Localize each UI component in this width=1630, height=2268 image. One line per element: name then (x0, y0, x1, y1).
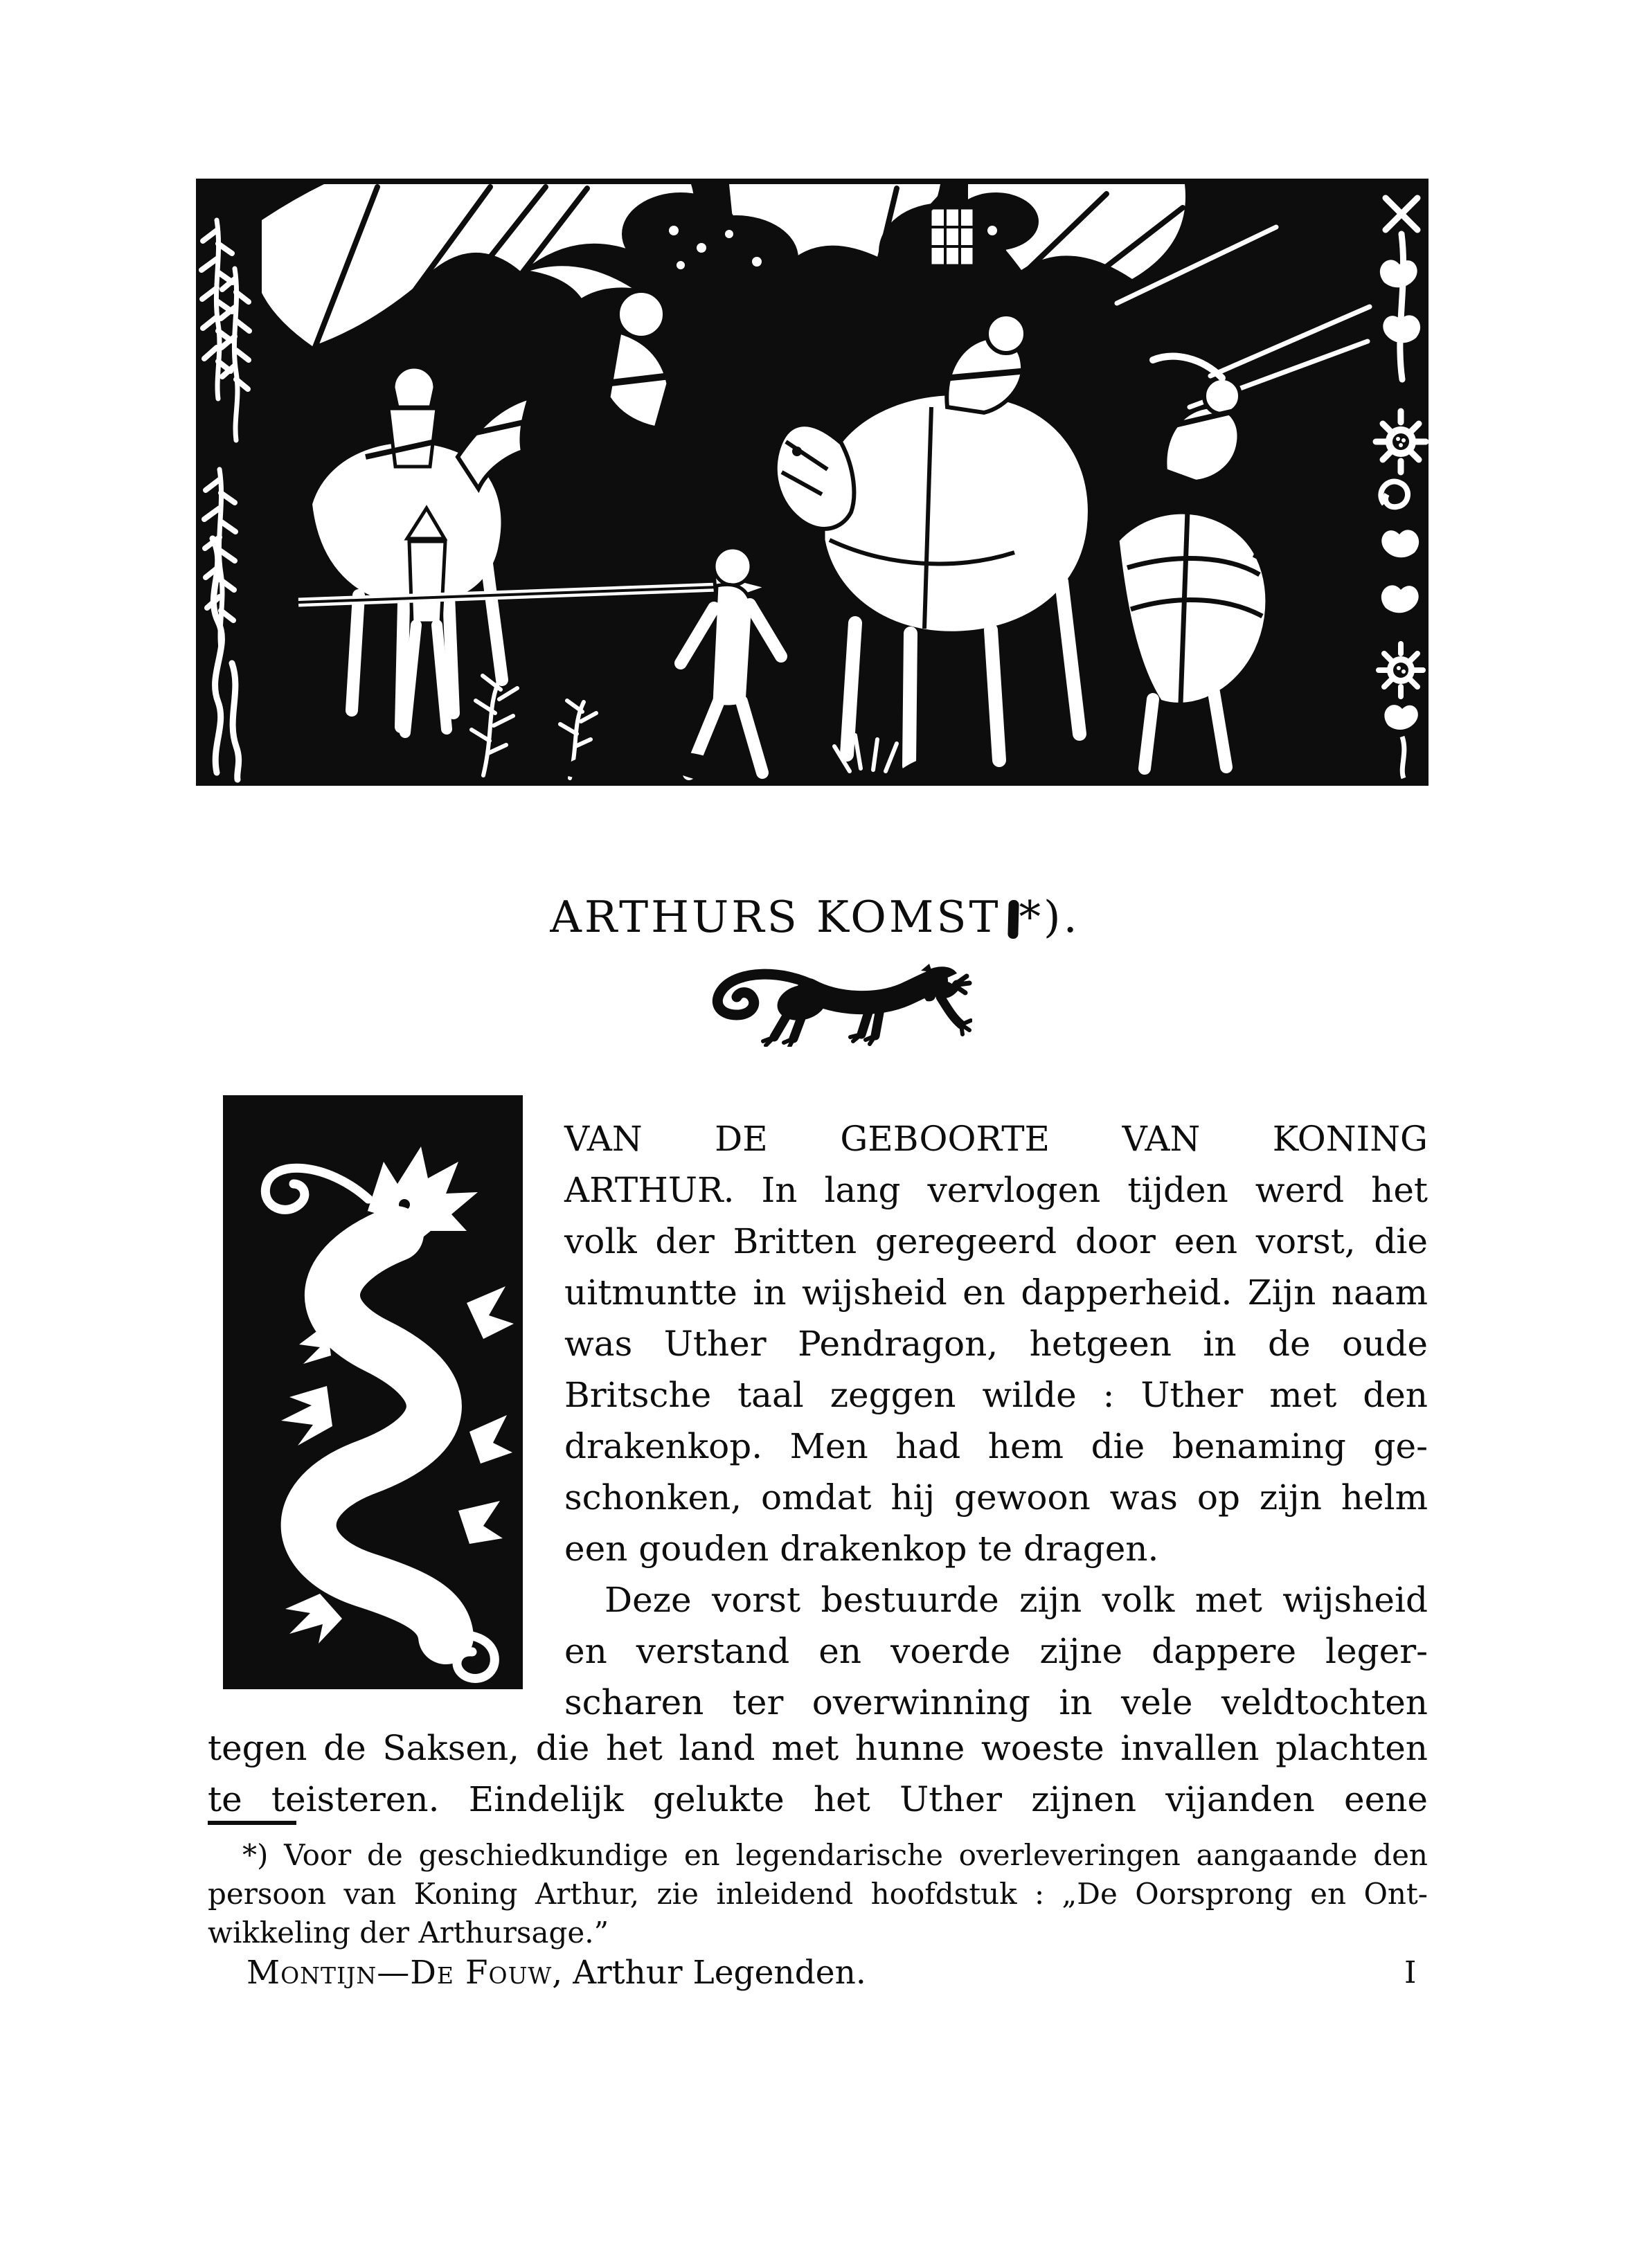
body-line: scharen ter overwinning in vele veldtochten (564, 1682, 1428, 1722)
page-title (0, 892, 1630, 942)
footnote (208, 1836, 1428, 1952)
body-line: en verstand en voerde zijne dappere leger- (564, 1631, 1428, 1671)
footnote-line: persoon van Koning Arthur, zie inleidend hoofdstuk : „De Oorsprong en Ont- (208, 1877, 1428, 1911)
footnote-line: wikkeling der Arthursage.” (208, 1916, 609, 1950)
dragon-initial-block (223, 1095, 523, 1689)
body-line: tegen de Saksen, die het land met hunne woeste invallen plachten (208, 1728, 1428, 1768)
battle-scene-illustration (196, 179, 1429, 786)
dragon-illustration (223, 1095, 523, 1689)
body-line: VAN DE GEBOORTE VAN KONING (564, 1119, 1428, 1159)
tower (930, 208, 974, 266)
body-column (564, 1113, 1428, 1728)
header-woodcut (196, 179, 1429, 786)
body-line: Deze vorst bestuurde zijn volk met wijsheid (604, 1580, 1428, 1620)
body-line: een gouden drakenkop te dragen. (564, 1529, 1159, 1569)
body-line: te teisteren. Eindelijk gelukte het Uther zijnen vijanden eene (208, 1779, 1428, 1819)
colophon-title: Arthur Legenden. (573, 1954, 866, 1992)
body-line: ARTHUR. In lang vervlogen tijden werd het (564, 1170, 1428, 1210)
body-line: schonken, omdat hij gewoon was op zijn helm (564, 1477, 1428, 1518)
page-number: I (1404, 1955, 1417, 1990)
lion-silhouette-icon (698, 962, 972, 1047)
ink-blot (1007, 900, 1019, 939)
footnote-line: *) Voor de geschiedkundige en legendarische overleveringen aangaande den (242, 1838, 1428, 1872)
body-line: was Uther Pendragon, hetgeen in de oude (564, 1324, 1428, 1364)
body-line: drakenkop. Men had hem die benaming ge- (564, 1426, 1428, 1466)
footnote-rule (208, 1821, 296, 1825)
body-line: Britsche taal zeggen wilde : Uther met den (564, 1375, 1428, 1415)
beast-ornament (698, 962, 972, 1047)
page-footer (208, 1954, 1428, 1998)
body-full-width (208, 1722, 1428, 1825)
body-line: uitmuntte in wijsheid en dapperheid. Zijn naam (564, 1272, 1428, 1313)
body-line: volk der Britten geregeerd door een vorst, die (564, 1221, 1428, 1261)
title-text: ARTHURS KOMST (550, 892, 1001, 942)
colophon-authors: Montijn—De Fouw, (247, 1954, 564, 1992)
title-footnote-mark: *). (1019, 892, 1080, 942)
